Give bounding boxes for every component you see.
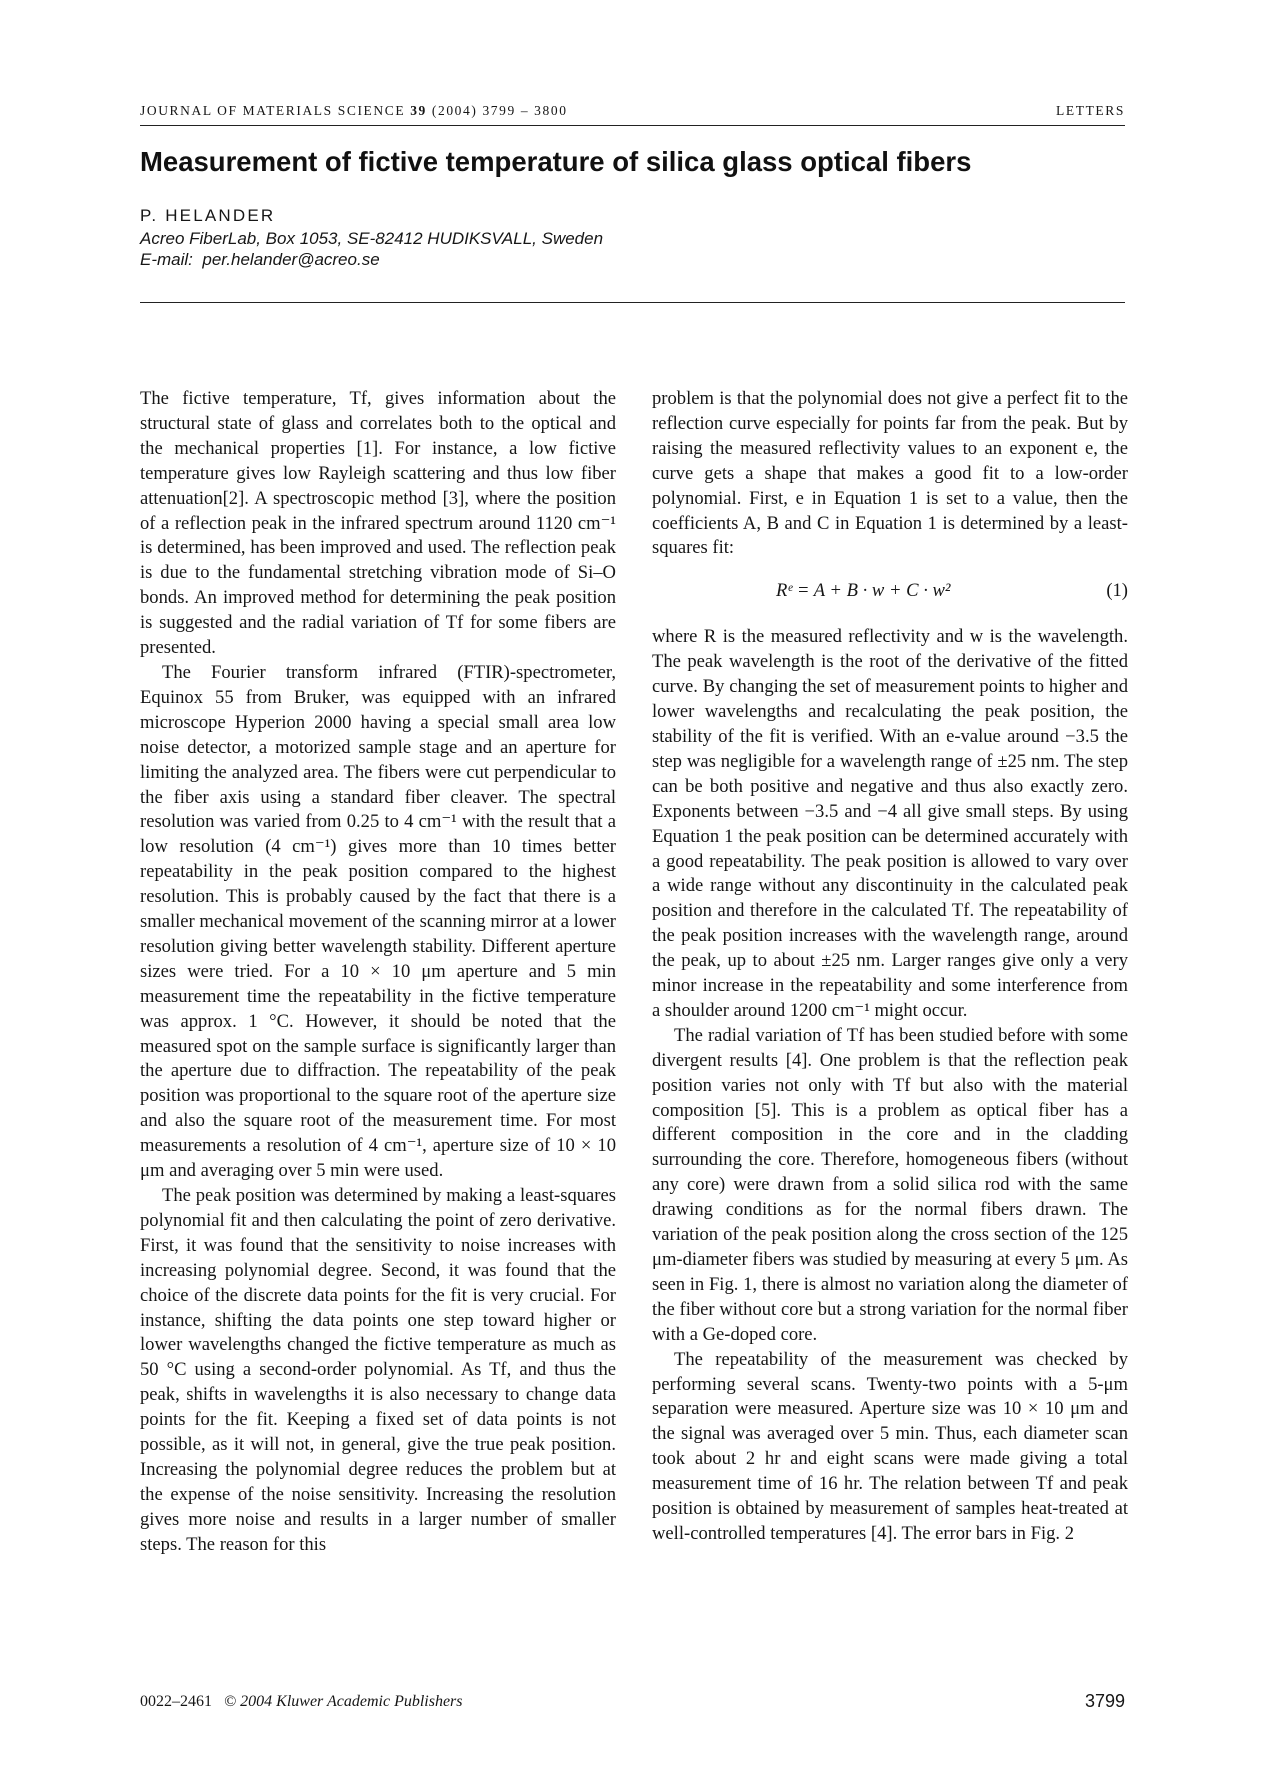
page-number: 3799 [1084, 1691, 1125, 1711]
header-divider [140, 302, 1125, 303]
paragraph: The peak position was determined by making a least-squares polynomial fit and then calculating the point of zero derivative. First, it was found that the sensitivity to noise increases with increasing polynomial degree. Second, it was found that the choice of the discrete data points for the fit is very crucial. For instance, shifting the data points one step toward higher or lower wavelengths changed the fictive temperature as much as 50 °C using a second-order polynomial. As Tf, and thus the peak, shifts in wavelengths it is also necessary to change data points for the fit. Keeping a fixed set of data points is not possible, as it will not, in general, give the true peak position. Increasing the polynomial degree reduces the problem but at the expense of the noise sensitivity. Increasing the resolution gives more noise and results in a larger number of smaller steps. The reason for this [140, 1185, 616, 1555]
email-address[interactable]: per.helander@acreo.se [202, 250, 380, 269]
section-label: LETTERS [1056, 103, 1125, 118]
paragraph: The radial variation of Tf has been studied before with some divergent results [4]. One problem is that the reflection peak position varies not only with Tf but also with the material composition [5]. This is a problem as optical fiber has a different composition in the core and in the cladding surrounding the core. Therefore, homogeneous fibers (without any core) were drawn from a solid silica rod with the same drawing conditions as for the normal fibers drawn. The variation of the peak position along the cross section of the 125 μm-diameter fibers was studied by measuring at every 5 μm. As seen in Fig. 1, there is almost no variation along the diameter of the fiber without core but a strong variation for the normal fiber with a Ge-doped core. [652, 1024, 1128, 1345]
publisher-copyright: © 2004 Kluwer Academic Publishers [224, 1693, 463, 1710]
equation-number: (1) [1106, 580, 1128, 602]
equation-1 [652, 567, 1128, 617]
article-title: Measurement of fictive temperature of silica glass optical fibers [140, 146, 972, 177]
body-column-right [652, 387, 1128, 1547]
journal-name: JOURNAL OF MATERIALS SCIENCE [140, 103, 406, 118]
body-column-left [140, 387, 616, 1558]
email-label: E-mail: [140, 250, 193, 269]
running-head [140, 103, 1125, 126]
paragraph: The repeatability of the measurement was checked by performing several scans. Twenty-two points with a 5-μm separation were measured. Aperture size was 10 × 10 μm and the signal was averaged over 5 min. Thus, each diameter scan took about 2 hr and eight scans were made giving a total measurement time of 16 hr. The relation between Tf and peak position is obtained by measurement of samples heat-treated at well-controlled temperatures [4]. The error bars in Fig. 2 [652, 1348, 1128, 1544]
email-line [140, 249, 840, 270]
journal-volume: 39 [410, 103, 427, 118]
journal-year-pages: (2004) 3799 – 3800 [431, 103, 568, 118]
paragraph: The fictive temperature, Tf, gives information about the structural state of glass and correlates both to the optical and the mechanical properties [1]. For instance, a low fictive temperature gives low Rayleigh scattering and thus low fiber attenuation[2]. A spectroscopic method [3], where the position of a reflection peak in the infrared spectrum around 1120 cm⁻¹ is determined, has been improved and used. The reflection peak is due to the fundamental stretching vibration mode of Si–O bonds. An improved method for determining the peak position is suggested and the radial variation of Tf for some fibers are presented. [140, 388, 616, 659]
paragraph: problem is that the polynomial does not give a perfect fit to the reflection curve especially for points far from the peak. But by raising the measured reflectivity values to an exponent e, the curve gets a shape that makes a good fit to a low-order polynomial. First, e in Equation 1 is set to a value, then the coefficients A, B and C in Equation 1 is determined by a least-squares fit: [652, 388, 1128, 559]
issn: 0022–2461 [140, 1693, 212, 1710]
equation-expression: Rᵉ = A + B · w + C · w² [776, 580, 951, 602]
journal-citation [140, 103, 568, 119]
affiliation: Acreo FiberLab, Box 1053, SE-82412 HUDIKSVALL, Sweden [140, 229, 604, 248]
paragraph: where R is the measured reflectivity and w is the wavelength. The peak wavelength is the root of the derivative of the fitted curve. By changing the set of measurement points to higher and lower wavelengths and recalculating the peak position, the stability of the fit is verified. With an e-value around −3.5 the step was negligible for a wavelength range of ±25 nm. The step can be both positive and negative and thus also exactly zero. Exponents between −3.5 and −4 all give small steps. By using Equation 1 the peak position can be determined accurately with a good repeatability. The peak position is allowed to vary over a wide range without any discontinuity in the calculated peak position and therefore in the calculated Tf. The repeatability of the peak position increases with the wavelength range, around the peak, up to about ±25 nm. Larger ranges give only a very minor increase in the repeatability and some interference from a shoulder around 1200 cm⁻¹ might occur. [652, 626, 1128, 1021]
author-affiliation-block [140, 228, 840, 270]
author-name: P. HELANDER [140, 206, 276, 225]
footer-copyright [140, 1693, 463, 1711]
paragraph: The Fourier transform infrared (FTIR)-spectrometer, Equinox 55 from Bruker, was equipped with an infrared microscope Hyperion 2000 having a special small area low noise detector, a motorized sample stage and an aperture for limiting the analyzed area. The fibers were cut perpendicular to the fiber axis using a standard fiber cleaver. The spectral resolution was varied from 0.25 to 4 cm⁻¹ with the result that a low resolution (4 cm⁻¹) gives more than 10 times better repeatability in the peak position compared to the highest resolution. This is probably caused by the fact that there is a smaller mechanical movement of the scanning mirror at a lower resolution giving better wavelength stability. Different aperture sizes were tried. For a 10 × 10 μm aperture and 5 min measurement time the repeatability in the fictive temperature was approx. 1 °C. However, it should be noted that the measured spot on the sample surface is significantly larger than the aperture due to diffraction. The repeatability of the peak position was proportional to the square root of the aperture size and also the square root of the measurement time. For most measurements a resolution of 4 cm⁻¹, aperture size of 10 × 10 μm and averaging over 5 min were used. [140, 661, 616, 1182]
